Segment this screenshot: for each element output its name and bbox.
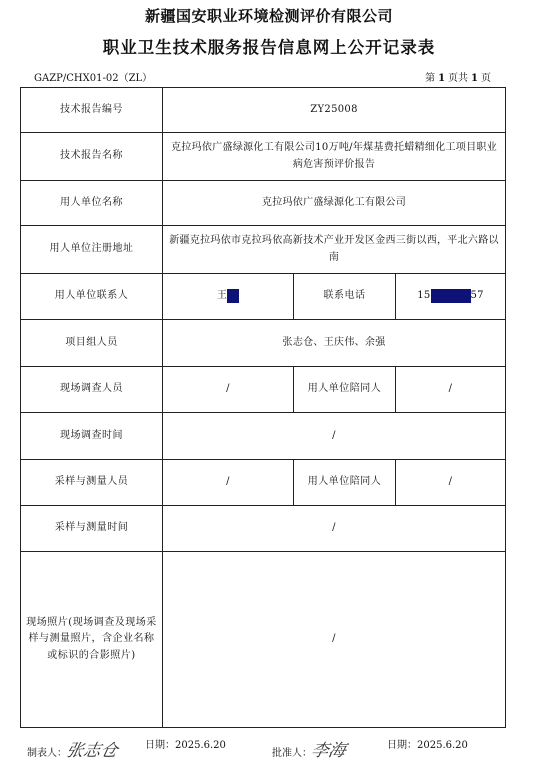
survey-time-label: 现场调查时间 xyxy=(21,413,163,460)
page-current: 1 xyxy=(438,73,446,84)
team-label: 项目组人员 xyxy=(21,320,163,367)
photos-value: / xyxy=(163,552,506,728)
sampling-accompany-value: / xyxy=(396,460,506,506)
unit-address-label: 用人单位注册地址 xyxy=(21,226,163,274)
date-2-value: 2025.6.20 xyxy=(417,740,468,751)
redaction-block xyxy=(431,289,471,303)
team-value: 张志仓、王庆伟、余强 xyxy=(163,320,506,367)
date-1 xyxy=(145,736,226,751)
preparer-signature: 张志仓 xyxy=(64,741,120,761)
phone-label: 联系电话 xyxy=(294,274,396,320)
approver-label: 批准人： xyxy=(272,748,312,759)
sampling-accompany-label: 用人单位陪同人 xyxy=(294,460,396,506)
photos-label: 现场照片(现场调查及现场采样与测量照片，含企业名称或标识的合影照片) xyxy=(21,552,163,728)
row-survey-time xyxy=(21,413,506,460)
survey-accompany-value: / xyxy=(396,367,506,413)
row-photos xyxy=(21,552,506,728)
sampling-staff-value: / xyxy=(163,460,294,506)
report-no-label: 技术报告编号 xyxy=(21,88,163,133)
date-1-value: 2025.6.20 xyxy=(175,740,226,751)
page-total: 1 xyxy=(471,73,478,84)
contact-name: 王 xyxy=(216,290,228,302)
row-contact xyxy=(21,274,506,320)
unit-address-value: 新疆克拉玛依市克拉玛依高新技术产业开发区金西三街以西，平北六路以南 xyxy=(163,226,506,274)
sampling-time-label: 采样与测量时间 xyxy=(21,506,163,552)
row-report-name xyxy=(21,133,506,181)
survey-staff-value: / xyxy=(163,367,294,413)
page-title: 职业卫生技术服务报告信息网上公开记录表 xyxy=(102,38,436,57)
sampling-staff-label: 采样与测量人员 xyxy=(21,460,163,506)
document-number: GAZP/CHX01-02（ZL） xyxy=(34,73,153,84)
approver-signature: 李海 xyxy=(309,741,348,761)
page-suffix: 页 xyxy=(481,73,491,84)
unit-name-value: 克拉玛依广盛绿源化工有限公司 xyxy=(163,181,506,226)
record-table xyxy=(20,87,506,728)
date-1-label: 日期： xyxy=(145,740,175,751)
survey-time-value: / xyxy=(163,413,506,460)
page-info xyxy=(425,69,491,84)
sampling-time-value: / xyxy=(163,506,506,552)
row-unit-name xyxy=(21,181,506,226)
row-sampling-time xyxy=(21,506,506,552)
row-report-no xyxy=(21,88,506,133)
preparer xyxy=(27,736,118,761)
company-name: 新疆国安职业环境检测评价有限公司 xyxy=(144,7,393,25)
survey-staff-label: 现场调查人员 xyxy=(21,367,163,413)
preparer-label: 制表人： xyxy=(27,748,67,759)
phone-value xyxy=(396,274,506,320)
row-survey-staff xyxy=(21,367,506,413)
contact-value xyxy=(163,274,294,320)
date-2 xyxy=(387,736,468,751)
contact-label: 用人单位联系人 xyxy=(21,274,163,320)
row-unit-address xyxy=(21,226,506,274)
redaction-block xyxy=(227,289,239,303)
phone-prefix: 15 xyxy=(417,290,431,302)
date-2-label: 日期： xyxy=(387,740,417,751)
unit-name-label: 用人单位名称 xyxy=(21,181,163,226)
report-name-value: 克拉玛依广盛绿源化工有限公司10万吨/年煤基费托蜡精细化工项目职业病危害预评价报告 xyxy=(163,133,506,181)
survey-accompany-label: 用人单位陪同人 xyxy=(294,367,396,413)
report-name-label: 技术报告名称 xyxy=(21,133,163,181)
approver xyxy=(272,736,346,761)
page-prefix: 第 xyxy=(425,73,436,84)
page-middle: 页共 xyxy=(448,73,469,84)
row-team xyxy=(21,320,506,367)
row-sampling-staff xyxy=(21,460,506,506)
report-no-value: ZY25008 xyxy=(163,88,506,133)
phone-suffix: 57 xyxy=(470,290,484,302)
